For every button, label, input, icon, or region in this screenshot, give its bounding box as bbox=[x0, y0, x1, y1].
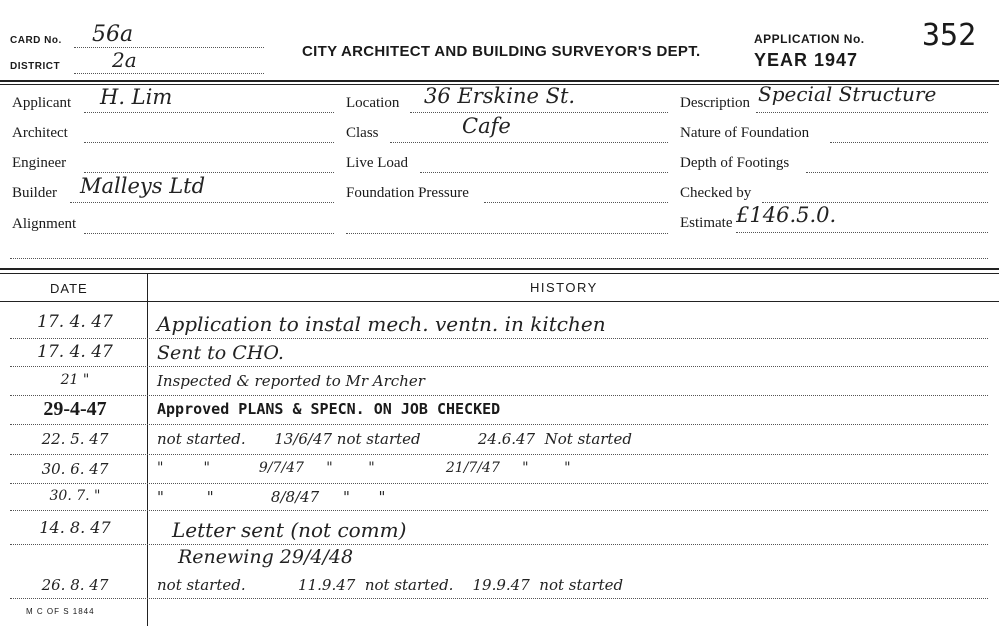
history-column-header: HISTORY bbox=[530, 280, 598, 295]
description-label: Description bbox=[680, 95, 750, 111]
row-history: " " 8/8/47 " " bbox=[157, 488, 386, 506]
live-load-label: Live Load bbox=[346, 155, 409, 171]
builder-value: Malleys Ltd bbox=[80, 174, 206, 198]
district-label: DISTRICT bbox=[10, 61, 61, 72]
row-date: 17. 4. 47 bbox=[37, 342, 113, 362]
estimate-value: £146.5.0. bbox=[736, 203, 837, 227]
table-row bbox=[0, 488, 999, 518]
table-row bbox=[0, 460, 999, 490]
card-no-value: 56a bbox=[92, 22, 134, 47]
row-date: 26. 8. 47 bbox=[41, 576, 109, 594]
applicant-label: Applicant bbox=[12, 95, 72, 111]
year-label: YEAR 1947 bbox=[754, 50, 859, 70]
application-no-value: 352 bbox=[922, 18, 977, 53]
architect-label: Architect bbox=[12, 125, 68, 141]
location-label: Location bbox=[346, 95, 400, 111]
row-date: 14. 8. 47 bbox=[39, 518, 111, 537]
department-title: CITY ARCHITECT AND BUILDING SURVEYOR'S DEPT. bbox=[302, 43, 701, 60]
table-row bbox=[0, 430, 999, 460]
applicant-value: H. Lim bbox=[100, 85, 173, 109]
engineer-label: Engineer bbox=[12, 155, 67, 171]
row-date: 17. 4. 47 bbox=[37, 312, 113, 332]
row-history: Approved PLANS & SPECN. ON JOB CHECKED bbox=[157, 400, 501, 418]
builder-label: Builder bbox=[12, 185, 57, 201]
form-code: M C OF S 1844 bbox=[26, 607, 95, 616]
table-row bbox=[0, 546, 999, 576]
row-date: 30. 6. 47 bbox=[41, 460, 109, 478]
row-history: Inspected & reported to Mr Archer bbox=[157, 372, 425, 390]
row-history: Application to instal mech. ventn. in kitchen bbox=[157, 312, 606, 336]
foundation-pressure-label: Foundation Pressure bbox=[346, 185, 469, 201]
row-history: Letter sent (not comm) bbox=[172, 518, 407, 542]
application-no-label: APPLICATION No. bbox=[754, 32, 865, 46]
row-history: not started. 13/6/47 not started 24.6.47 Not started bbox=[157, 430, 632, 448]
row-date: 21 " bbox=[60, 372, 90, 388]
class-label: Class bbox=[346, 125, 379, 141]
table-row bbox=[0, 576, 999, 606]
row-history: " " 9/7/47 " " 21/7/47 " " bbox=[157, 460, 571, 476]
class-value: Cafe bbox=[462, 114, 511, 138]
row-history: Sent to CHO. bbox=[157, 342, 284, 364]
description-value: Special Structure bbox=[758, 82, 937, 106]
row-history: Renewing 29/4/48 bbox=[178, 546, 354, 568]
row-date: 29-4-47 bbox=[43, 398, 107, 420]
depth-label: Depth of Footings bbox=[680, 155, 790, 171]
estimate-label: Estimate bbox=[680, 215, 733, 231]
alignment-label: Alignment bbox=[12, 216, 77, 232]
row-date: 22. 5. 47 bbox=[41, 430, 109, 448]
row-history: not started. 11.9.47 not started. 19.9.47 not started bbox=[157, 576, 624, 594]
date-column-header: DATE bbox=[50, 281, 88, 296]
card-no-label: CARD No. bbox=[10, 35, 62, 46]
location-value: 36 Erskine St. bbox=[424, 84, 576, 108]
checked-label: Checked by bbox=[680, 185, 752, 201]
district-value: 2a bbox=[112, 48, 137, 72]
table-row bbox=[0, 342, 999, 372]
row-date: 30. 7. " bbox=[49, 488, 101, 504]
nature-label: Nature of Foundation bbox=[680, 125, 810, 141]
